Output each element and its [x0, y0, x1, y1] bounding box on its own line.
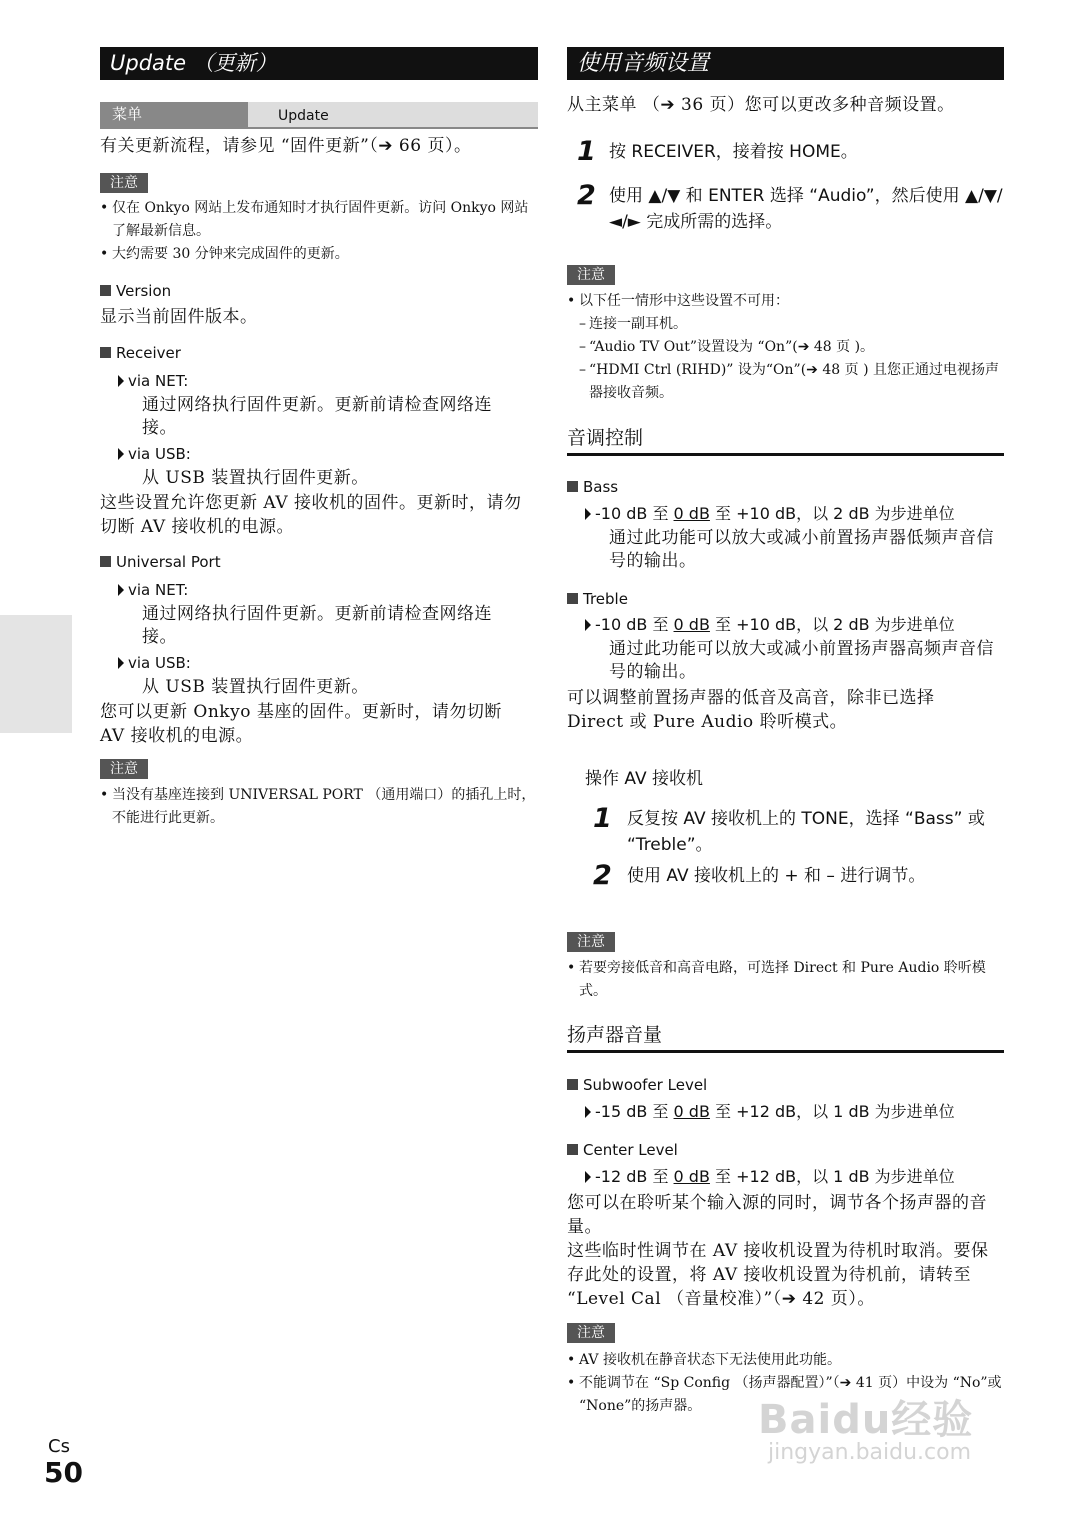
tone-control-title: 音调控制: [567, 426, 1004, 456]
note-subitem: – “HDMI Ctrl (RIHD)” 设为“On”(➔ 48 页 ) 且您正通过电视扬声器接收音频。: [567, 359, 1004, 405]
volume-description-2: 这些临时性调节在 AV 接收机设置为待机时取消。要保存此处的设置，将 AV 接收机设置为待机前，请转至 “Level Cal （音量校准）”（➔ 42 页）。: [567, 1241, 989, 1309]
note-list: [567, 957, 1004, 1003]
receiver-net-option: [118, 370, 188, 392]
range-default: 0 dB: [673, 1167, 710, 1186]
range-start: -15 dB 至: [595, 1102, 674, 1121]
speaker-volume-title: 扬声器音量: [567, 1023, 1004, 1053]
receiver-usb-option: [118, 443, 191, 465]
center-heading: [567, 1140, 678, 1160]
note-item: • 若要旁接低音和高音电路，可选择 Direct 和 Pure Audio 聆听模式。: [567, 957, 1004, 1003]
treble-heading-label: Treble: [583, 590, 628, 608]
note-item: • 当没有基座连接到 UNIVERSAL PORT （通用端口）的插孔上时，不能进行此更新。: [100, 784, 538, 830]
watermark-logo: Baidu经验: [758, 1397, 974, 1443]
subwoofer-range: [585, 1101, 955, 1123]
range-default: 0 dB: [673, 504, 710, 523]
bass-heading-label: Bass: [583, 478, 619, 496]
range-end: 至 +10 dB，以 2 dB 为步进单位: [709, 615, 955, 634]
square-bullet-icon: [567, 481, 578, 492]
operate-receiver-title: 操作 AV 接收机: [585, 769, 703, 789]
triangle-bullet-icon: [118, 584, 124, 596]
note-tag-label: 注意: [567, 265, 615, 285]
option-label: via USB:: [128, 445, 191, 463]
treble-heading: [567, 589, 628, 609]
range-end: 至 +12 dB，以 1 dB 为步进单位: [709, 1167, 955, 1186]
uport-description: 您可以更新 Onkyo 基座的固件。更新时，请勿切断 AV 接收机的电源。: [100, 702, 502, 746]
note-tag-label: 注意: [100, 759, 148, 779]
receiver-description: 这些设置允许您更新 AV 接收机的固件。更新时，请勿切断 AV 接收机的电源。: [100, 493, 522, 537]
step-number: 2: [577, 180, 596, 211]
audio-settings-header: 使用音频设置: [567, 47, 1004, 80]
audio-intro: 从主菜单 （➔ 36 页）您可以更改多种音频设置。: [567, 95, 955, 115]
note-tag: [100, 172, 148, 193]
note-item: • AV 接收机在静音状态下无法使用此功能。: [567, 1349, 1004, 1372]
note-tag-label: 注意: [567, 932, 615, 952]
square-bullet-icon: [100, 556, 111, 567]
option-label: via NET:: [128, 581, 189, 599]
update-header: Update （更新）: [100, 47, 538, 80]
note-tag: [567, 931, 615, 952]
note-tag: [567, 264, 615, 285]
note-item: • 大约需要 30 分钟来完成固件的更新。: [100, 243, 538, 266]
watermark-url: jingyan.baidu.com: [768, 1440, 972, 1465]
step-number: 1: [577, 136, 596, 167]
square-bullet-icon: [100, 347, 111, 358]
bass-text: 通过此功能可以放大或减小前置扬声器低频声音信号的输出。: [609, 528, 994, 571]
note-list: [100, 784, 538, 830]
bass-range: [585, 503, 955, 525]
step-number: 2: [593, 860, 612, 891]
note-subitem: – 连接一副耳机。: [567, 313, 1004, 336]
universal-port-heading: [100, 552, 221, 572]
page-number: 50: [44, 1456, 83, 1489]
treble-range: [585, 614, 955, 636]
option-label: via NET:: [128, 372, 189, 390]
language-code: Cs: [48, 1436, 70, 1457]
step-number: 1: [593, 803, 612, 834]
triangle-bullet-icon: [118, 448, 124, 460]
range-default: 0 dB: [673, 1102, 710, 1121]
update-intro: 有关更新流程，请参见 “固件更新”（➔ 66 页）。: [100, 136, 472, 156]
bass-heading: [567, 477, 618, 497]
subwoofer-heading: [567, 1075, 707, 1095]
note-subitem: – “Audio TV Out”设置设为 “On”(➔ 48 页 )。: [567, 336, 1004, 359]
menu-path-bar: [100, 102, 538, 127]
note-list: [567, 290, 1004, 405]
version-heading-label: Version: [116, 282, 172, 300]
note-tag: [100, 758, 148, 779]
range-default: 0 dB: [673, 615, 710, 634]
receiver-heading-label: Receiver: [116, 344, 181, 362]
volume-description-1: 您可以在聆听某个输入源的同时，调节各个扬声器的音量。: [567, 1193, 987, 1237]
treble-text: 通过此功能可以放大或减小前置扬声器高频声音信号的输出。: [609, 639, 994, 682]
triangle-bullet-icon: [585, 1171, 591, 1183]
range-start: -12 dB 至: [595, 1167, 674, 1186]
note-tag-label: 注意: [567, 1323, 615, 1343]
receiver-net-text: 通过网络执行固件更新。更新前请检查网络连接。: [142, 395, 492, 438]
step-text: 反复按 AV 接收机上的 TONE，选择 “Bass” 或 “Treble”。: [627, 809, 985, 855]
triangle-bullet-icon: [118, 375, 124, 387]
range-start: -10 dB 至: [595, 615, 674, 634]
triangle-bullet-icon: [585, 1106, 591, 1118]
note-list: [100, 197, 538, 266]
step-text: 使用 AV 接收机上的 + 和 – 进行调节。: [627, 866, 926, 886]
square-bullet-icon: [567, 1144, 578, 1155]
side-tab: [0, 615, 72, 733]
note-tag-label: 注意: [100, 173, 148, 193]
receiver-usb-text: 从 USB 装置执行固件更新。: [142, 468, 369, 488]
option-label: via USB:: [128, 654, 191, 672]
step-text: 使用 ▲/▼ 和 ENTER 选择 “Audio”，然后使用 ▲/▼/◄/► 完成所需的选择。: [609, 186, 1003, 232]
center-heading-label: Center Level: [583, 1141, 678, 1159]
triangle-bullet-icon: [585, 619, 591, 631]
menu-underline: [100, 127, 538, 129]
tone-description: 可以调整前置扬声器的低音及高音，除非已选择 Direct 或 Pure Audio 聆听模式。: [567, 688, 935, 732]
note-tag: [567, 1322, 615, 1343]
square-bullet-icon: [100, 285, 111, 296]
uport-net-text: 通过网络执行固件更新。更新前请检查网络连接。: [142, 604, 492, 647]
note-item: • 不能调节在 “Sp Config （扬声器配置）”（➔ 41 页）中设为 “No”或 “None”的扬声器。: [567, 1372, 1004, 1418]
version-heading: [100, 281, 171, 301]
center-range: [585, 1166, 955, 1188]
square-bullet-icon: [567, 593, 578, 604]
range-start: -10 dB 至: [595, 504, 674, 523]
triangle-bullet-icon: [585, 508, 591, 520]
range-end: 至 +10 dB，以 2 dB 为步进单位: [709, 504, 955, 523]
step-text: 按 RECEIVER，接着按 HOME。: [609, 142, 858, 162]
uport-net-option: [118, 579, 188, 601]
universal-port-heading-label: Universal Port: [116, 553, 221, 571]
note-item: • 仅在 Onkyo 网站上发布通知时才执行固件更新。访问 Onkyo 网站了解最新信息。: [100, 197, 538, 243]
version-text: 显示当前固件版本。: [100, 307, 258, 327]
triangle-bullet-icon: [118, 657, 124, 669]
menu-label: 菜单: [100, 102, 248, 127]
receiver-heading: [100, 343, 181, 363]
menu-value: Update: [248, 102, 538, 127]
uport-usb-text: 从 USB 装置执行固件更新。: [142, 677, 369, 697]
note-item: • 以下任一情形中这些设置不可用：: [567, 290, 1004, 313]
range-end: 至 +12 dB，以 1 dB 为步进单位: [709, 1102, 955, 1121]
uport-usb-option: [118, 652, 191, 674]
subwoofer-heading-label: Subwoofer Level: [583, 1076, 708, 1094]
square-bullet-icon: [567, 1079, 578, 1090]
